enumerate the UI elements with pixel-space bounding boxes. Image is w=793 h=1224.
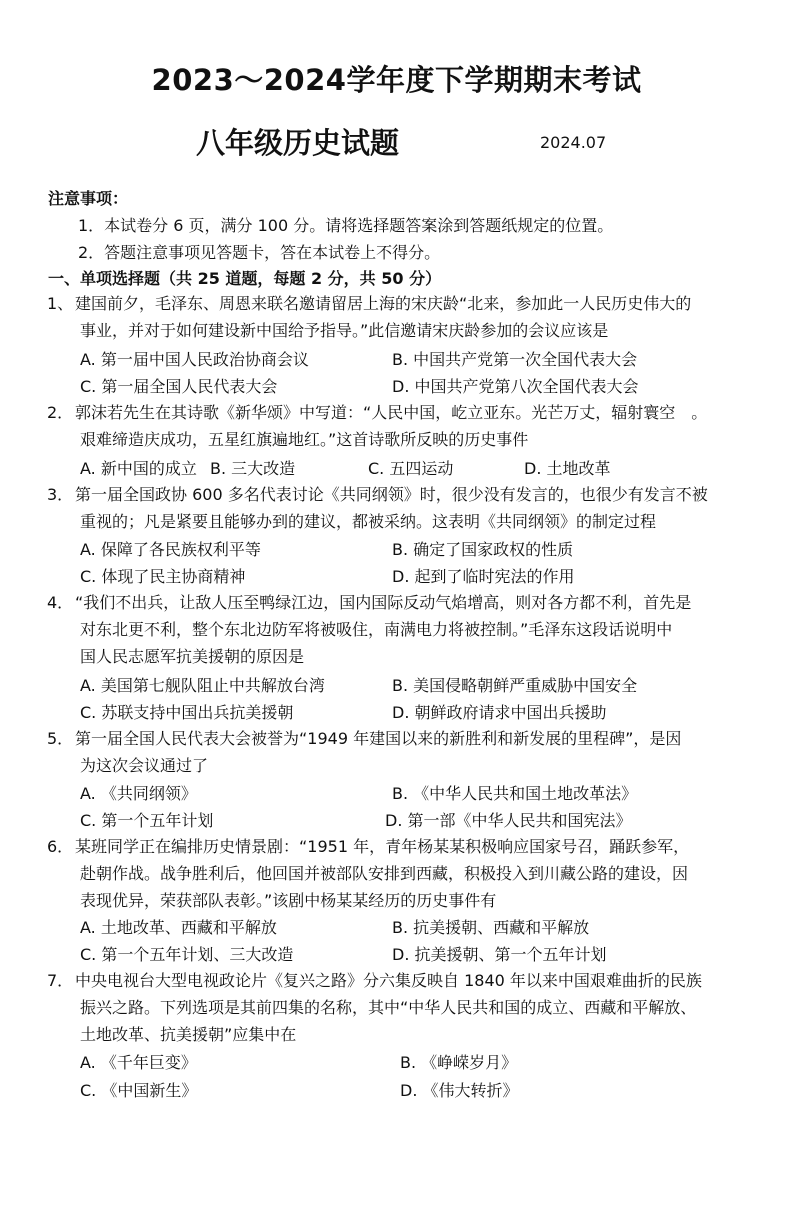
option-d: D. 土地改革 xyxy=(524,459,611,478)
option-c: C. 五四运动 xyxy=(368,459,454,478)
option-c: C. 体现了民主协商精神 xyxy=(80,567,246,586)
question-text: 艰难缔造庆成功，五星红旗遍地红。”这首诗歌所反映的历史事件 xyxy=(80,430,529,449)
option-a: A. 美国第七舰队阻止中共解放台湾 xyxy=(80,676,325,695)
option-c: C. 第一个五年计划、三大改造 xyxy=(80,945,294,964)
option-b: B. 中国共产党第一次全国代表大会 xyxy=(392,350,638,369)
question-3 xyxy=(47,481,752,535)
question-text: 建国前夕，毛泽东、周恩来联名邀请留居上海的宋庆龄“北来，参加此一人民历史伟大的 xyxy=(75,294,692,313)
question-1 xyxy=(47,290,752,344)
question-text: 郭沫若先生在其诗歌《新华颂》中写道：“人民中国，屹立亚东。光芒万丈，辐射寰空 。 xyxy=(75,403,708,422)
question-text: 赴朝作战。战争胜利后，他回国并被部队安排到西藏，积极投入到川藏公路的建设，因 xyxy=(80,864,689,883)
question-text: 振兴之路。下列选项是其前四集的名称，其中“中华人民共和国的成立、西藏和平解放、 xyxy=(80,998,697,1017)
question-text: 表现优异，荣获部队表彰。”该剧中杨某某经历的历史事件有 xyxy=(80,891,497,910)
option-b: B. 确定了国家政权的性质 xyxy=(392,540,574,559)
option-d: D. 起到了临时宪法的作用 xyxy=(392,567,575,586)
question-number: 1、 xyxy=(47,294,74,313)
option-b: B. 《中华人民共和国土地改革法》 xyxy=(392,784,638,803)
option-a: A. 《共同纲领》 xyxy=(80,784,197,803)
section-heading: 一、单项选择题（共 25 道题，每题 2 分，共 50 分） xyxy=(48,269,442,288)
notice-heading: 注意事项： xyxy=(48,189,129,208)
exam-subtitle: 八年级历史试题 xyxy=(196,126,400,160)
question-4 xyxy=(47,589,752,670)
option-d: D. 《伟大转折》 xyxy=(400,1081,519,1100)
option-d: D. 中国共产党第八次全国代表大会 xyxy=(392,377,639,396)
question-text: 国人民志愿军抗美援朝的原因是 xyxy=(80,647,305,666)
option-b: B. 《峥嵘岁月》 xyxy=(400,1053,518,1072)
question-7 xyxy=(47,967,752,1048)
question-text: 第一届全国人民代表大会被誉为“1949 年建国以来的新胜利和新发展的里程碑”，是因 xyxy=(75,729,682,748)
option-d: D. 抗美援朝、第一个五年计划 xyxy=(392,945,607,964)
question-number: 6． xyxy=(47,837,74,856)
option-a: A. 保障了各民族权利平等 xyxy=(80,540,261,559)
question-text: 为这次会议通过了 xyxy=(80,756,209,775)
notice-item: 1．本试卷分 6 页，满分 100 分。请将选择题答案涂到答题纸规定的位置。 xyxy=(78,216,614,235)
option-b: B. 抗美援朝、西藏和平解放 xyxy=(392,918,590,937)
option-d: D. 第一部《中华人民共和国宪法》 xyxy=(385,811,632,830)
option-c: C. 苏联支持中国出兵抗美援朝 xyxy=(80,703,294,722)
option-b: B. 美国侵略朝鲜严重威胁中国安全 xyxy=(392,676,638,695)
question-text: 土地改革、抗美援朝”应集中在 xyxy=(80,1025,297,1044)
option-c: C. 第一个五年计划 xyxy=(80,811,214,830)
option-c: C. 《中国新生》 xyxy=(80,1081,198,1100)
question-text: 第一届全国政协 600 多名代表讨论《共同纲领》时，很少没有发言的，也很少有发言不被 xyxy=(75,485,708,504)
option-a: A. 第一届中国人民政治协商会议 xyxy=(80,350,309,369)
question-number: 3． xyxy=(47,485,74,504)
option-c: C. 第一届全国人民代表大会 xyxy=(80,377,278,396)
question-number: 5． xyxy=(47,729,74,748)
notice-item: 2．答题注意事项见答题卡，答在本试卷上不得分。 xyxy=(78,243,441,262)
question-text: “我们不出兵，让敌人压至鸭绿江边，国内国际反动气焰增高，则对各方都不利，首先是 xyxy=(75,593,692,612)
question-number: 2． xyxy=(47,403,74,422)
option-a: A. 新中国的成立 xyxy=(80,459,197,478)
question-text: 中央电视台大型电视政论片《复兴之路》分六集反映自 1840 年以来中国艰难曲折的民族 xyxy=(75,971,702,990)
option-b: B. 三大改造 xyxy=(210,459,296,478)
question-text: 某班同学正在编排历史情景剧：“1951 年，青年杨某某积极响应国家号召，踊跃参军， xyxy=(75,837,690,856)
exam-title: 2023～2024学年度下学期期末考试 xyxy=(151,63,642,97)
question-5 xyxy=(47,725,752,779)
question-number: 7． xyxy=(47,971,74,990)
question-text: 重视的；凡是紧要且能够办到的建议，都被采纳。这表明《共同纲领》的制定过程 xyxy=(80,512,657,531)
option-a: A. 《千年巨变》 xyxy=(80,1053,197,1072)
exam-date: 2024.07 xyxy=(540,133,607,152)
option-d: D. 朝鲜政府请求中国出兵援助 xyxy=(392,703,607,722)
question-number: 4． xyxy=(47,593,74,612)
question-6 xyxy=(47,833,752,914)
question-text: 对东北更不利，整个东北边防军将被吸住，南满电力将被控制。”毛泽东这段话说明中 xyxy=(80,620,673,639)
option-a: A. 土地改革、西藏和平解放 xyxy=(80,918,277,937)
question-text: 事业，并对于如何建设新中国给予指导。”此信邀请宋庆龄参加的会议应该是 xyxy=(80,321,609,340)
question-2 xyxy=(47,399,752,453)
